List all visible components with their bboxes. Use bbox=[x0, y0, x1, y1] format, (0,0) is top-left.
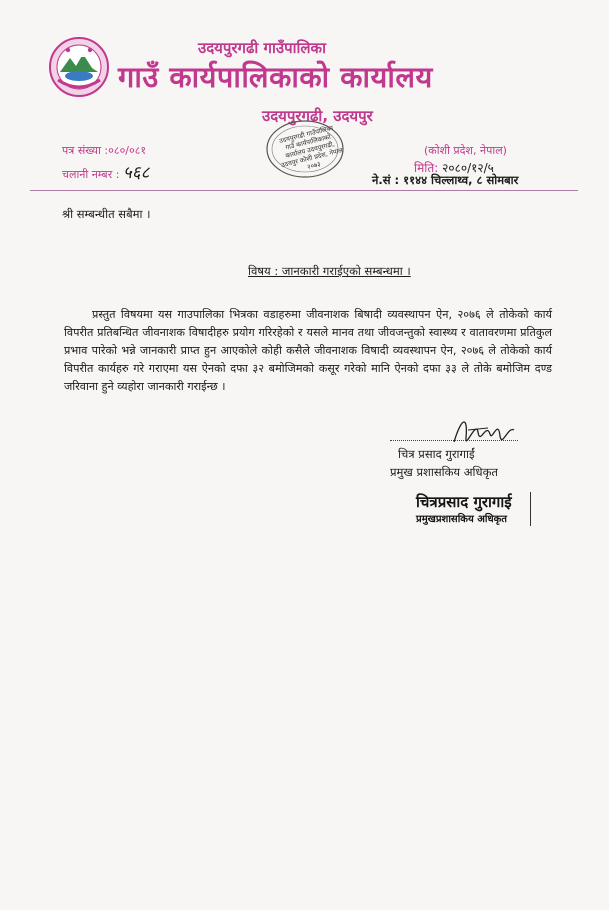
reference-label: पत्र संख्या : bbox=[62, 144, 109, 157]
salutation: श्री सम्बन्धीत सबैमा । bbox=[62, 207, 151, 221]
seal-text: उदयपुरगढी गाउँपालिका गाउँ कार्यपालिकाको कार्यालय उदयपुरगढी, उदयपुर कोशी प्रदेश, नेपाल २०७३ bbox=[278, 123, 344, 172]
office-title: गाउँ कार्यपालिकाको कार्यालय bbox=[118, 60, 433, 94]
dispatch-number bbox=[62, 160, 149, 183]
dispatch-value: ५६८ bbox=[122, 163, 150, 183]
nepal-era-date: ने.सं : ११४४ चिल्लाथ्व, ८ सोमबार bbox=[372, 173, 519, 187]
letter-body: प्रस्तुत विषयमा यस गाउपालिका भित्रका वडाहरुमा जीवनाशक बिषादी व्यवस्थापन ऐन, २०७६ ले तोकेको कार्य विपरीत प्रतिबन्धित जीवनाशक विषादीहरु प्रयोग गरिरहेको र यसले मानव तथा जीवजन्तुको स्वास्थ्य र वातावरणमा प्रतिकुल प्रभाव पारेको भन्ने जानकारी प्राप्त हुन आएकोले कोही कसैले जीवनाशक विषादी व्यवस्थापन ऐन, २०७६ ले तोकेको कार्य विपरीत कार्यहरु गरे गराएमा यस ऐनको दफा ३२ बमोजिमको कसूर गरेको मानि ऐनको दफा ३३ ले तोके बमोजिम दण्ड जरिवाना हुने व्यहोरा जानकारी गराईन्छ । bbox=[64, 308, 552, 393]
date-value: २०८०/१२/५ bbox=[442, 161, 494, 175]
office-location: उदयपुरगढी, उदयपुर bbox=[262, 107, 373, 125]
signatory-role: प्रमुख प्रशासकिय अधिकृत bbox=[390, 465, 498, 479]
dispatch-label: चलानी नम्बर : bbox=[62, 168, 120, 181]
municipality-name: उदयपुरगढी गाउँपालिका bbox=[198, 39, 326, 57]
header-divider bbox=[30, 190, 578, 191]
date-label: मिति: bbox=[414, 161, 439, 175]
reference-value: ०८०/०८१ bbox=[108, 144, 147, 157]
province-label: (कोशी प्रदेश, नेपाल) bbox=[424, 144, 507, 157]
stamp-name: चित्रप्रसाद गुरागाई bbox=[416, 493, 512, 511]
stamp-role: प्रमुखप्रशासकिय अधिकृत bbox=[416, 514, 508, 525]
reference-number bbox=[62, 143, 146, 158]
letter-subject: विषय : जानकारी गराईएको सम्बन्धमा । bbox=[248, 264, 411, 278]
signature-line bbox=[390, 440, 518, 441]
nepal-emblem-logo bbox=[48, 36, 110, 98]
signatory-name: चित्र प्रसाद गुरागाईं bbox=[398, 447, 475, 461]
